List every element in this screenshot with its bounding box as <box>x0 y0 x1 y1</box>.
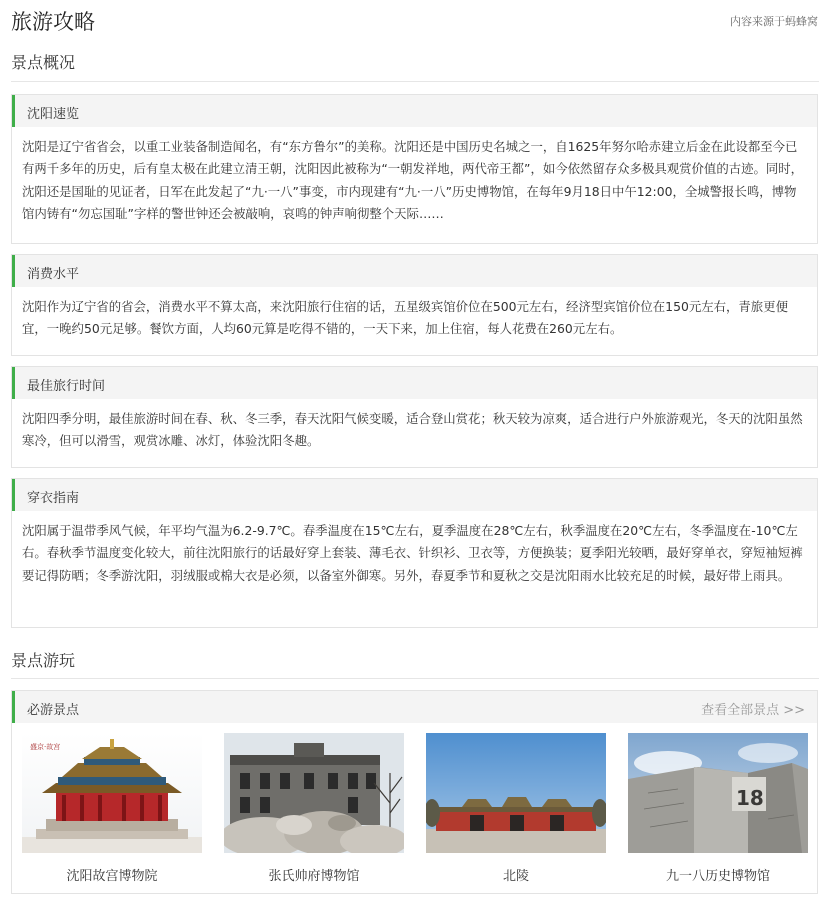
section-heading-attractions: 景点游玩 <box>11 651 76 670</box>
spot-item-918-museum[interactable] <box>628 733 808 884</box>
card-header <box>12 95 817 127</box>
card-text: 沈阳是辽宁省省会，以重工业装备制造闻名，有“东方鲁尔”的美称。沈阳还是中国历史名城之一，自1625年努尔哈赤建立后金在此设都至今已有两千多年的历史，后有皇太极在此建立清王朝，沈阳因此被称为“一朝发祥地，两代帝王都”，如今依然留存众多极具观赏价值的古迹。同时，沈阳还是国耻的见证者，日军在此发起了“九·一八”事变，市内现建有“九·一八”历史博物馆，在每年9月18日中午12:00，全城警报长鸣，博物馆内铸有“勿忘国耻”字样的警世钟还会被敲响，哀鸣的钟声响彻整个天际…… <box>22 139 804 221</box>
card-text: 沈阳作为辽宁省的省会，消费水平不算太高，来沈阳旅行住宿的话，五星级宾馆价位在500元左右，经济型宾馆价位在150元左右，青旅更便宜，一晚约50元足够。餐饮方面，人均60元算是吃得不错的，一天下来，加上住宿，每人花费在260元左右。 <box>22 299 788 337</box>
spot-name[interactable]: 北陵 <box>502 869 529 884</box>
card-spending-level <box>11 254 818 356</box>
spot-name[interactable]: 九一八历史博物馆 <box>665 869 770 884</box>
card-must-visit <box>11 690 818 894</box>
spot-list <box>22 733 812 883</box>
spot-photo[interactable] <box>224 733 404 853</box>
spot-item-zhang-mansion[interactable] <box>224 733 404 884</box>
card-title: 沈阳速览 <box>27 107 80 122</box>
card-city-overview <box>11 94 818 244</box>
view-all-spots-link[interactable]: 查看全部景点 >> <box>701 703 805 718</box>
card-title: 穿衣指南 <box>27 491 80 506</box>
section-divider <box>11 81 819 82</box>
card-best-time <box>11 366 818 468</box>
card-header <box>12 255 817 287</box>
card-text: 沈阳四季分明，最佳旅游时间在春、秋、冬三季，春天沈阳气候变暖，适合登山赏花；秋天较为凉爽，适合进行户外旅游观光，冬天的沈阳虽然寒冷，但可以滑雪，观赏冰雕、冰灯，体验沈阳冬趣。 <box>22 411 803 449</box>
spot-name[interactable]: 张氏帅府博物馆 <box>268 869 360 884</box>
spot-photo[interactable] <box>22 733 202 853</box>
section-heading-overview: 景点概况 <box>11 53 76 72</box>
card-header <box>12 367 817 399</box>
spot-photo[interactable] <box>628 733 808 853</box>
card-clothing-guide <box>11 478 818 628</box>
spot-item-north-tomb[interactable] <box>426 733 606 884</box>
monument-date: 18 <box>736 786 764 810</box>
card-title: 必游景点 <box>27 703 80 718</box>
section-divider <box>11 678 819 679</box>
card-title: 最佳旅行时间 <box>27 379 106 394</box>
spot-name[interactable]: 沈阳故宫博物院 <box>66 869 158 884</box>
card-text: 沈阳属于温带季风气候，年平均气温为6.2-9.7℃。春季温度在15℃左右，夏季温度在28℃左右，秋季温度在20℃左右，冬季温度在-10℃左右。春秋季节温度变化较大，前往沈阳旅行的话最好穿上套装、薄毛衣、针织衫、卫衣等，方便换装；夏季阳光较晒，最好穿单衣，穿短袖短裤要记得防晒；冬季游沈阳，羽绒服或棉大衣是必须，以备室外御寒。另外，春夏季节和夏秋之交是沈阳雨水比较充足的时候，最好带上雨具。 <box>22 523 803 583</box>
spot-item-shenyang-palace[interactable] <box>22 733 202 884</box>
photo-caption: 盛京·故宫 <box>30 743 61 751</box>
card-title: 消费水平 <box>27 267 80 282</box>
card-header <box>12 691 817 723</box>
page-title: 旅游攻略 <box>11 10 95 34</box>
source-note: 内容来源于蚂蜂窝 <box>730 15 818 28</box>
spot-photo[interactable] <box>426 733 606 853</box>
card-header <box>12 479 817 511</box>
